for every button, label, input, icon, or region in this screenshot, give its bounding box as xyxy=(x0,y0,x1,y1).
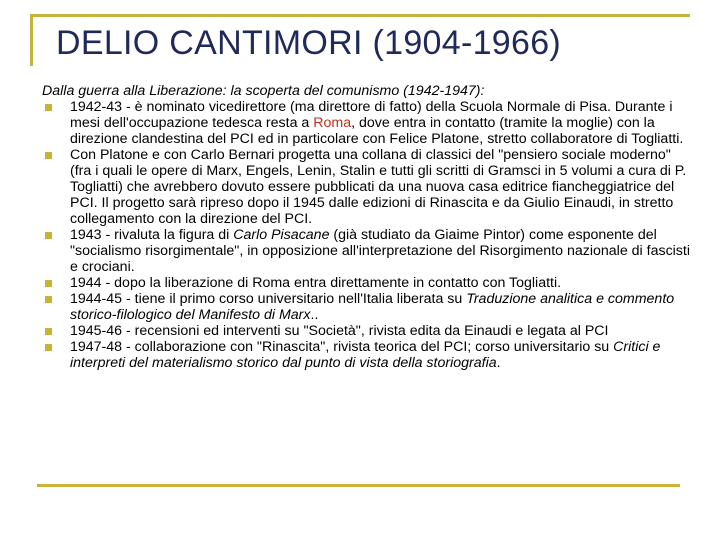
section-subtitle: Dalla guerra alla Liberazione: la scoperta del comunismo (1942-1947): xyxy=(42,83,485,99)
italic-name: Carlo Pisacane xyxy=(233,227,330,243)
square-bullet-icon xyxy=(45,232,52,239)
square-bullet-icon xyxy=(45,152,52,159)
list-item: 1944 - dopo la liberazione di Roma entra direttamente in contatto con Togliatti. xyxy=(42,275,692,291)
square-bullet-icon xyxy=(45,344,52,351)
list-item: Con Platone e con Carlo Bernari progetta una collana di classici del "pensiero sociale moderno" (fra i quali le opere di Marx, Engels, Lenin, Stalin e tutti gli scritti di Gramsci in 5 volumi a cura di P. Togliatti) che avrebbero dovuto essere pubblicati da una nuova casa editrice fiancheggiatrice del PCI. Il progetto sarà ripreso dopo il 1945 dalle edizioni di Rinascita e da Giulio Einaudi, in stretto collegamento con la direzione del PCI. xyxy=(42,147,692,227)
square-bullet-icon xyxy=(45,296,52,303)
square-bullet-icon xyxy=(45,104,52,111)
top-rule xyxy=(30,14,690,17)
highlight-word: Roma xyxy=(313,115,352,131)
title-side-rule xyxy=(30,14,33,66)
slide-title: DELIO CANTIMORI (1904-1966) xyxy=(56,24,562,62)
square-bullet-icon xyxy=(45,328,52,335)
list-item: 1944-45 - tiene il primo corso universitario nell'Italia liberata su Traduzione analitica e commento storico-filologico del Manifesto di Marx.. xyxy=(42,291,692,323)
list-item: 1942-43 - è nominato vicedirettore (ma direttore di fatto) della Scuola Normale di Pisa. Durante i mesi dell'occupazione tedesca resta a Roma, dove entra in contatto (tramite la moglie) con la direzione clandestina del PCI ed in particolare con Felice Platone, stretto collaboratore di Togliatti. xyxy=(42,99,692,147)
square-bullet-icon xyxy=(45,280,52,287)
italic-title: Critici e interpreti del materialismo storico dal punto di vista della storiografia xyxy=(70,339,661,371)
list-item: 1947-48 - collaborazione con "Rinascita", rivista teorica del PCI; corso universitario su Critici e interpreti del materialismo storico dal punto di vista della storiografia. xyxy=(42,339,692,371)
italic-title: Traduzione analitica e commento storico-filologico del Manifesto di Marx xyxy=(70,291,675,323)
list-item: 1945-46 - recensioni ed interventi su "Società", rivista edita da Einaudi e legata al PCI xyxy=(42,323,692,339)
bottom-rule xyxy=(37,484,680,487)
list-item: 1943 - rivaluta la figura di Carlo Pisacane (già studiato da Giaime Pintor) come esponente del "socialismo risorgimentale", in opposizione all'interpretazione del Risorgimento nazionale di fascisti e crociani. xyxy=(42,227,692,275)
bullet-list xyxy=(42,99,692,371)
slide-content xyxy=(42,83,692,371)
